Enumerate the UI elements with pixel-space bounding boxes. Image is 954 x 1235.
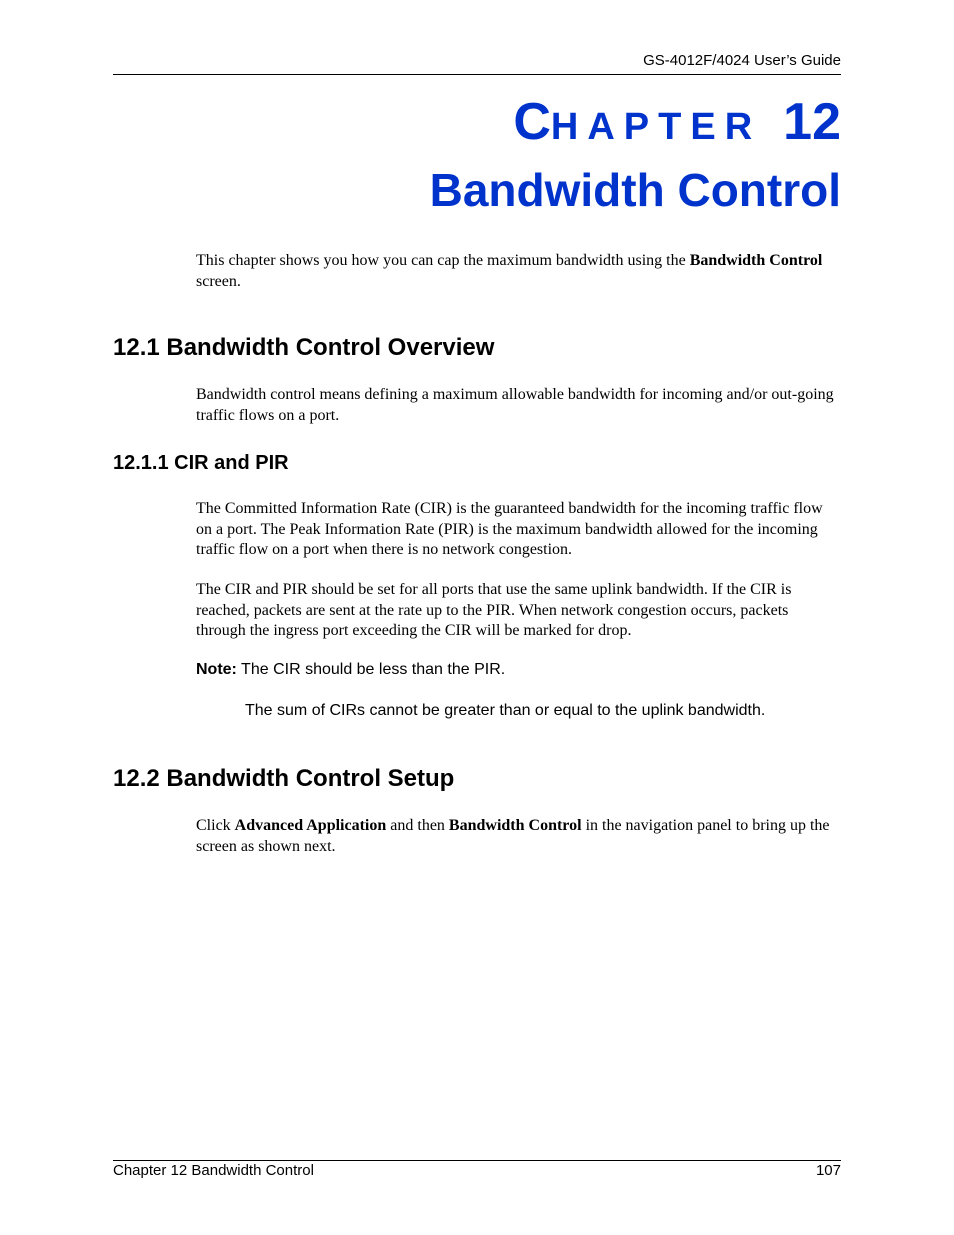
note-label: Note: [196, 661, 237, 678]
chapter-number: 12 [783, 93, 841, 151]
intro-text-after: screen. [196, 272, 241, 290]
note-text-1: The CIR should be less than the PIR. [236, 661, 506, 678]
running-header: GS-4012F/4024 User’s Guide [643, 52, 841, 69]
chapter-label-rest: HAPTER [550, 106, 762, 148]
setup-text-2: and then [386, 817, 449, 834]
section-heading-12-1: 12.1 Bandwidth Control Overview [113, 334, 495, 361]
chapter-label [513, 93, 841, 151]
section-12-2-body [196, 816, 841, 857]
page-number: 107 [815, 1162, 841, 1179]
header-rule [113, 74, 841, 75]
setup-text-3: in the navigation panel to bring up the screen as shown next. [196, 817, 830, 855]
footer-rule [113, 1160, 841, 1161]
setup-bold-bandwidth-control: Bandwidth Control [448, 817, 582, 834]
cir-pir-paragraph-1: The Committed Information Rate (CIR) is the guaranteed bandwidth for the incoming traffic flow on a port. The Peak Information Rate (PIR) is the maximum bandwidth allowed for the incoming traffic flow on a port when there is no network congestion. [196, 500, 823, 558]
intro-bold: Bandwidth Control [689, 252, 823, 269]
note-line-1 [196, 661, 505, 679]
section-heading-12-1-1: 12.1.1 CIR and PIR [113, 452, 289, 474]
intro-paragraph [196, 251, 841, 292]
section-heading-12-2: 12.2 Bandwidth Control Setup [113, 765, 455, 792]
cir-pir-paragraph-2: The CIR and PIR should be set for all ports that use the same uplink bandwidth. If the CIR is reached, packets are sent at the rate up to the PIR. When network congestion occurs, packets through the ingress port exceeding the CIR will be marked for drop. [196, 581, 792, 639]
chapter-title: Bandwidth Control [429, 164, 841, 216]
chapter-label-initial: C [513, 93, 551, 151]
section-12-1-body: Bandwidth control means defining a maximum allowable bandwidth for incoming and/or out-going traffic flows on a port. [196, 386, 834, 424]
setup-bold-advanced-application: Advanced Application [234, 817, 387, 834]
footer-chapter-ref: Chapter 12 Bandwidth Control [113, 1162, 314, 1179]
intro-text-before: This chapter shows you how you can cap the maximum bandwidth using the [196, 252, 690, 269]
setup-text-1: Click [196, 817, 235, 834]
note-line-2: The sum of CIRs cannot be greater than or equal to the uplink bandwidth. [245, 702, 766, 719]
